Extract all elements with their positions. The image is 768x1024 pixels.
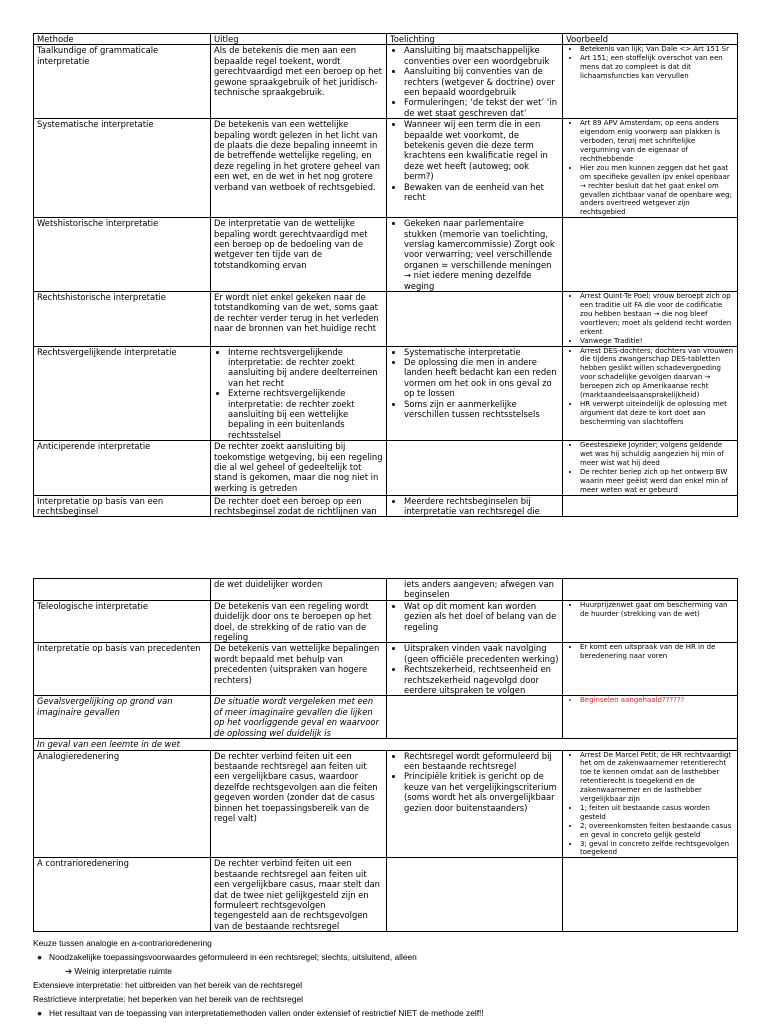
list-item: • Interne rechtsvergelijkende interpretatie: de rechter zoekt aansluiting bij andere deelterreinen van het recht [228, 347, 383, 389]
methode-cell [34, 579, 211, 601]
note-line: Weinig interpretatie ruimte [74, 966, 172, 976]
list-item: • Art 151; een stoffelijk overschot van een mens dat zo compleet is dat dit lichaamsfuncties kan vervullen [580, 54, 734, 81]
list-item: • Huurprijzenwet gaat om bescherming van de huurder (strekking van de wet) [580, 601, 734, 619]
list-item: • Arrest Quint-Te Poel; vrouw beroept zich op een traditie uit FA die voor de codificatie zou hebben bestaan → die nog bleef voortleven; moet als geldend recht worden erkent [580, 292, 734, 337]
voorbeeld-cell [563, 579, 738, 601]
table-row [34, 346, 738, 441]
note-bullet [33, 1006, 737, 1020]
table-header-row [34, 34, 738, 45]
list-item: • Vanwege Traditie! [580, 337, 734, 346]
voorbeeld-cell [563, 119, 738, 218]
header-voorbeeld: Voorbeeld [563, 34, 738, 45]
list-item: • Arrest De Marcel Petit; de HR rechtvaardigt het om de zakenwaarnemer retentierecht toe te kennen omdat aan de lasthebber retentierecht is toegekend en de zakenwaarnemer en de lasthebber vergelijkbaar zijn [580, 751, 734, 804]
header-toelichting: Toelichting [387, 34, 563, 45]
uitleg-cell [211, 346, 387, 441]
voorbeeld-cell [563, 750, 738, 858]
toelichting-cell [387, 45, 563, 119]
list-item: • Systematische interpretatie [404, 347, 559, 357]
methode-cell: Rechtsvergelijkende interpretatie [34, 346, 211, 441]
voorbeeld-cell [563, 495, 738, 517]
note-line: Restrictieve interpretatie: het beperken van het bereik van de rechtsregel [33, 994, 304, 1004]
table-row [34, 643, 738, 696]
toelichting-cell [387, 696, 563, 739]
methods-table-1 [33, 33, 738, 517]
methode-cell: Teleologische interpretatie [34, 600, 211, 643]
table-row [34, 696, 738, 739]
table-row [34, 858, 738, 932]
list-item: • Hier zou men kunnen zeggen dat het gaat om specifieke gevallen ipv enkel openbaar → rechter besluit dat het gaat enkel om gevallen zichtbaar vanaf de openbare weg; anders overtreed wetgever zijn rechtsgebied [580, 164, 734, 217]
methode-cell: Analogieredenering [34, 750, 211, 858]
voorbeeld-cell [563, 45, 738, 119]
list-item: • Externe rechtsvergelijkende interpretatie: de rechter zoekt aansluiting bij een wettelijke bepaling in een buitenlands rechtsstelsel [228, 388, 383, 440]
list-item: • Beginselen aangehaald?????? [580, 696, 734, 705]
note-line: Noodzakelijke toepassingsvoorwaardes geformuleerd in een rechtsregel; slechts, uitsluitend, alleen [49, 952, 417, 962]
toelichting-cell [387, 292, 563, 346]
methode-cell: A contrarioredenering [34, 858, 211, 932]
toelichting-cell [387, 600, 563, 643]
toelichting-cell [387, 119, 563, 218]
note-line: Keuze tussen analogie en a-contrarioredenering [33, 938, 212, 948]
table-row [34, 218, 738, 292]
list-item: • De rechter beriep zich op het ontwerp BW waarin meer geëist werd dan enkel min of meer weten wat er gebeurd [580, 468, 734, 495]
uitleg-cell: De betekenis van een regeling wordt duidelijk door ons te beroepen op het doel, de strekking of de ratio van de regeling [211, 600, 387, 643]
list-item: • Aansluiting bij maatschappelijke conventies over een woordgebruik [404, 45, 559, 66]
note-line: Het resultaat van de toepassing van interpretatiemethoden vallen onder extensief of restrictief NIET de methode zelf!! [49, 1008, 484, 1018]
list-item: • Formuleringen; ‘de tekst der wet’ ‘in de wet staat geschreven dat’ [404, 97, 559, 118]
uitleg-cell: Er wordt niet enkel gekeken naar de totstandkoming van de wet, soms gaat de rechter verder terug in het verleden naar de bronnen van het huidige recht [211, 292, 387, 346]
list-item: • Wat op dit moment kan worden gezien als het doel of belang van de regeling [404, 601, 559, 632]
table-row [34, 579, 738, 601]
toelichting-cell [387, 218, 563, 292]
list-item: • Uitspraken vinden vaak navolging (geen officiële precedenten werking) [404, 643, 559, 664]
uitleg-cell: De interpretatie van de wettelijke bepaling wordt gerechtvaardigd met een beroep op de bedoeling van de wetgever ten tijde van de totstandkoming ervan [211, 218, 387, 292]
methode-cell: Systematische interpretatie [34, 119, 211, 218]
uitleg-cell: De betekenis van wettelijke bepalingen wordt bepaald met behulp van precedenten (uitspraken van hogere rechters) [211, 643, 387, 696]
section-header-row [34, 739, 738, 750]
list-item: • 3; geval in concreto zelfde rechtsgevolgen toegekend [580, 840, 734, 858]
uitleg-cell: De situatie wordt vergeleken met een of meer imaginaire gevallen die lijken op het voorliggende geval en waarvoor de oplossing wel duidelijk is [211, 696, 387, 739]
list-item: • Aansluiting bij conventies van de rechters (wetgever & doctrine) over een bepaald woordgebruik [404, 66, 559, 97]
note-arrow-line [33, 964, 737, 978]
header-uitleg: Uitleg [211, 34, 387, 45]
table-row [34, 495, 738, 517]
list-item: • Rechtsregel wordt geformuleerd bij een bestaande rechtsregel [404, 751, 559, 772]
toelichting-cell [387, 750, 563, 858]
voorbeeld-cell [563, 696, 738, 739]
bullet-icon: ● [37, 952, 50, 962]
voorbeeld-cell [563, 643, 738, 696]
table-row [34, 119, 738, 218]
uitleg-cell: De rechter verbind feiten uit een bestaande rechtsregel aan feiten uit een vergelijkbare casus, maar stelt dan dat de twee niet gelijkgesteld zijn en formuleert rechtsgevolgen tegengesteld aan de rechtsgevolgen van de bestaande rechtsregel [211, 858, 387, 932]
voorbeeld-cell [563, 292, 738, 346]
section-header: In geval van een leemte in de wet [34, 739, 738, 750]
toelichting-cell [387, 441, 563, 495]
table-row [34, 750, 738, 858]
methode-cell: Taalkundige of grammaticale interpretatie [34, 45, 211, 119]
list-item: • HR verwerpt uiteindelijk de oplossing met argument dat deze te kort doet aan bescherming van slachtoffers [580, 400, 734, 427]
list-item: • Bewaken van de eenheid van het recht [404, 182, 559, 203]
table-row [34, 45, 738, 119]
voorbeeld-cell [563, 600, 738, 643]
list-item: • 1; feiten uit bestaande casus worden gesteld [580, 804, 734, 822]
arrow-right-icon: ➔ [65, 966, 75, 976]
methode-cell: Gevalsvergelijking op grond van imaginaire gevallen [34, 696, 211, 739]
bullet-icon: ● [37, 1008, 50, 1018]
voorbeeld-cell [563, 441, 738, 495]
methods-table-2 [33, 578, 738, 932]
list-item: • Soms zijn er aanmerkelijke verschillen tussen rechtsstelsels [404, 399, 559, 420]
list-item: • 2; overeenkomsten feiten bestaande casus en geval in concreto gelijk gesteld [580, 822, 734, 840]
list-item: • De oplossing die men in andere landen heeft bedacht kan een reden vormen om het ook in ons geval zo op te lossen [404, 357, 559, 399]
note-bullet [33, 950, 737, 964]
list-item: • Principiële kritiek is gericht op de keuze van het vergelijkingscriterium (soms wordt het als onvergelijkbaar gezien door buitenstaanders) [404, 771, 559, 813]
uitleg-cell: De rechter doet een beroep op een rechtsbeginsel zodat de richtlijnen van [211, 495, 387, 517]
methode-cell: Interpretatie op basis van precedenten [34, 643, 211, 696]
header-methode: Methode [34, 34, 211, 45]
uitleg-cell: de wet duidelijker worden [211, 579, 387, 601]
list-item: • Art 89 APV Amsterdam; op eens anders eigendom enig voorwerp aan plakken is verboden, tenzij met schriftelijke vergunning van de eigenaar of rechthebbende [580, 119, 734, 164]
list-item: • Meerdere rechtsbeginselen bij interpretatie van rechtsregel die [404, 496, 559, 517]
list-item: • Arrest DES-dochters; dochters van vrouwen die tijdens zwangerschap DES-tabletten hebben geslikt willen schadevergoeding voor schadelijke gevolgen daarvan → beroepen zich op Amerikaanse recht (marktaandeelsaansprakelijkheid) [580, 347, 734, 400]
methode-cell: Interpretatie op basis van een rechtsbeginsel [34, 495, 211, 517]
uitleg-cell: De betekenis van een wettelijke bepaling wordt gelezen in het licht van de plaats die deze bepaling inneemt in de betreffende wettelijke regeling, en deze regeling in het grotere geheel van een wet, en de wet in het nog grotere verband van wetboek of rechtsgebied. [211, 119, 387, 218]
list-item: • Betekenis van lijk; Van Dale <> Art 151 Sr [580, 45, 734, 54]
toelichting-cell [387, 643, 563, 696]
list-item: • Er komt een uitspraak van de HR in de beredenering naar voren [580, 643, 734, 661]
table-row [34, 441, 738, 495]
table-row [34, 292, 738, 346]
list-item: • Rechtszekerheid, rechtseenheid en rechtszekerheid nagevolgd door eerdere uitspraken te volgen [404, 664, 559, 695]
methode-cell: Wetshistorische interpretatie [34, 218, 211, 292]
toelichting-cell [387, 858, 563, 932]
list-item: • Gekeken naar parlementaire stukken (memorie van toelichting, verslag kamercommissie) Zorgt ook voor verwarring; veel verschillende organen = verschillende meningen → niet iedere mening dezelfde weging [404, 218, 559, 291]
methode-cell: Rechtshistorische interpretatie [34, 292, 211, 346]
table-row [34, 600, 738, 643]
note-line: Extensieve interpretatie: het uitbreiden van het bereik van de rechtsregel [33, 980, 303, 990]
notes-section [33, 936, 737, 1020]
uitleg-cell: Als de betekenis die men aan een bepaalde regel toekent, wordt gerechtvaardigd met een beroep op het gewone spraakgebruik of het juridisch-technische spraakgebruik. [211, 45, 387, 119]
toelichting-cell [387, 346, 563, 441]
uitleg-cell: De rechter zoekt aansluiting bij toekomstige wetgeving, bij een regeling die al wel geheel of gedeeltelijk tot stand is gekomen, maar die nog niet in werking is getreden [211, 441, 387, 495]
toelichting-cell [387, 495, 563, 517]
uitleg-cell: De rechter verbind feiten uit een bestaande rechtsregel aan feiten uit een vergelijkbare casus, waardoor dezelfde rechtsgevolgen aan die feiten gegeven worden (zonder dat de casus binnen het toepassingsbereik van de regel valt) [211, 750, 387, 858]
list-item: • Wanneer wij een term die in een bepaalde wet voorkomt, de betekenis geven die deze term krachtens een kwalificatie regel in deze wet heeft (autoweg; ook berm?) [404, 119, 559, 181]
toelichting-cell: iets anders aangeven; afwegen van beginselen [387, 579, 563, 601]
list-item: • Geesteszieke Joyrider; volgens geldende wet was hij schuldig aangezien hij min of meer wist wat hij deed [580, 441, 734, 468]
voorbeeld-cell [563, 346, 738, 441]
voorbeeld-cell [563, 218, 738, 292]
voorbeeld-cell [563, 858, 738, 932]
methode-cell: Anticiperende interpretatie [34, 441, 211, 495]
